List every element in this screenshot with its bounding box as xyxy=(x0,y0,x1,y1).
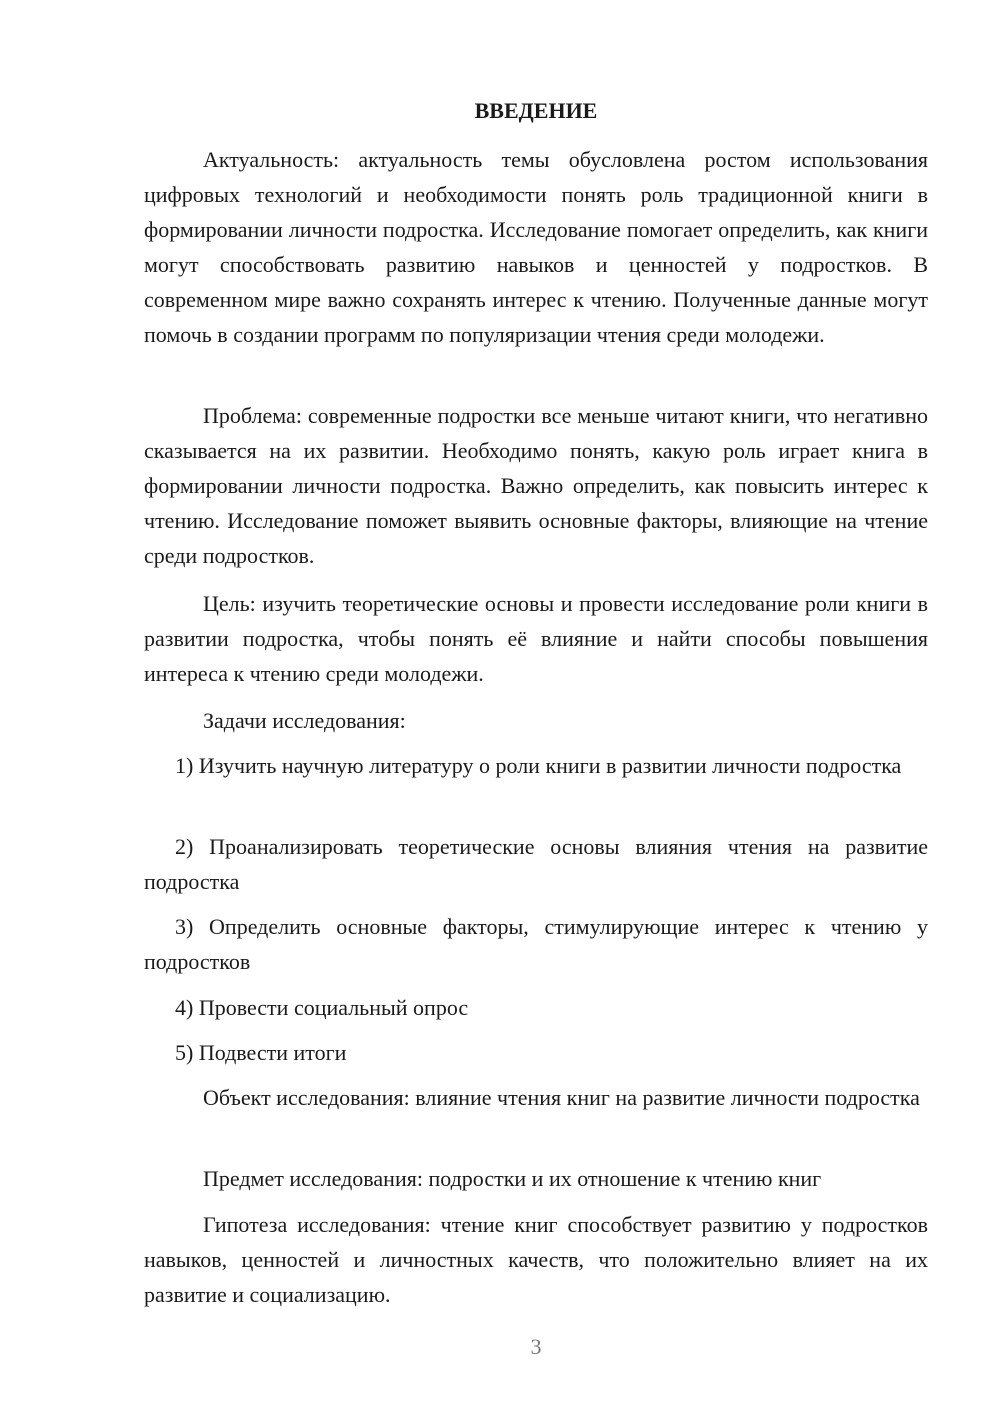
task-item-5: 5) Подвести итоги xyxy=(175,1040,347,1065)
tasks-heading: Задачи исследования: xyxy=(203,708,406,733)
paragraph-hypothesis: Гипотеза исследования: чтение книг способствует развитию у подростков навыков, ценностей и личностных качеств, что положительно влияет на их развитие и социализацию. xyxy=(144,1212,928,1307)
page-title: ВВЕДЕНИЕ xyxy=(474,98,598,123)
task-item-1: 1) Изучить научную литературу о роли книги в развитии личности подростка xyxy=(175,753,902,778)
paragraph-goal: Цель: изучить теоретические основы и провести исследование роли книги в развитии подростка, чтобы понять её влияние и найти способы повышения интереса к чтению среди молодежи. xyxy=(144,591,928,686)
task-item-2: 2) Проанализировать теоретические основы влияния чтения на развитие подростка xyxy=(144,834,928,894)
page-number: 3 xyxy=(530,1334,542,1359)
paragraph-problem: Проблема: современные подростки все меньше читают книги, что негативно сказывается на их развитии. Необходимо понять, какую роль играет книга в формировании личности подростка. Важно определить, как повысить интерес к чтению. Исследование поможет выявить основные факторы, влияющие на чтение среди подростков. xyxy=(144,403,928,568)
paragraph-object: Объект исследования: влияние чтения книг на развитие личности подростка xyxy=(203,1085,920,1110)
paragraph-subject: Предмет исследования: подростки и их отношение к чтению книг xyxy=(203,1166,822,1191)
task-item-4: 4) Провести социальный опрос xyxy=(175,995,469,1020)
paragraph-relevance: Актуальность: актуальность темы обусловлена ростом использования цифровых технологий и необходимости понять роль традиционной книги в формировании личности подростка. Исследование помогает определить, как книги могут способствовать развитию навыков и ценностей у подростков. В современном мире важно сохранять интерес к чтению. Полученные данные могут помочь в создании программ по популяризации чтения среди молодежи. xyxy=(144,147,928,347)
task-item-3: 3) Определить основные факторы, стимулирующие интерес к чтению у подростков xyxy=(144,914,928,974)
